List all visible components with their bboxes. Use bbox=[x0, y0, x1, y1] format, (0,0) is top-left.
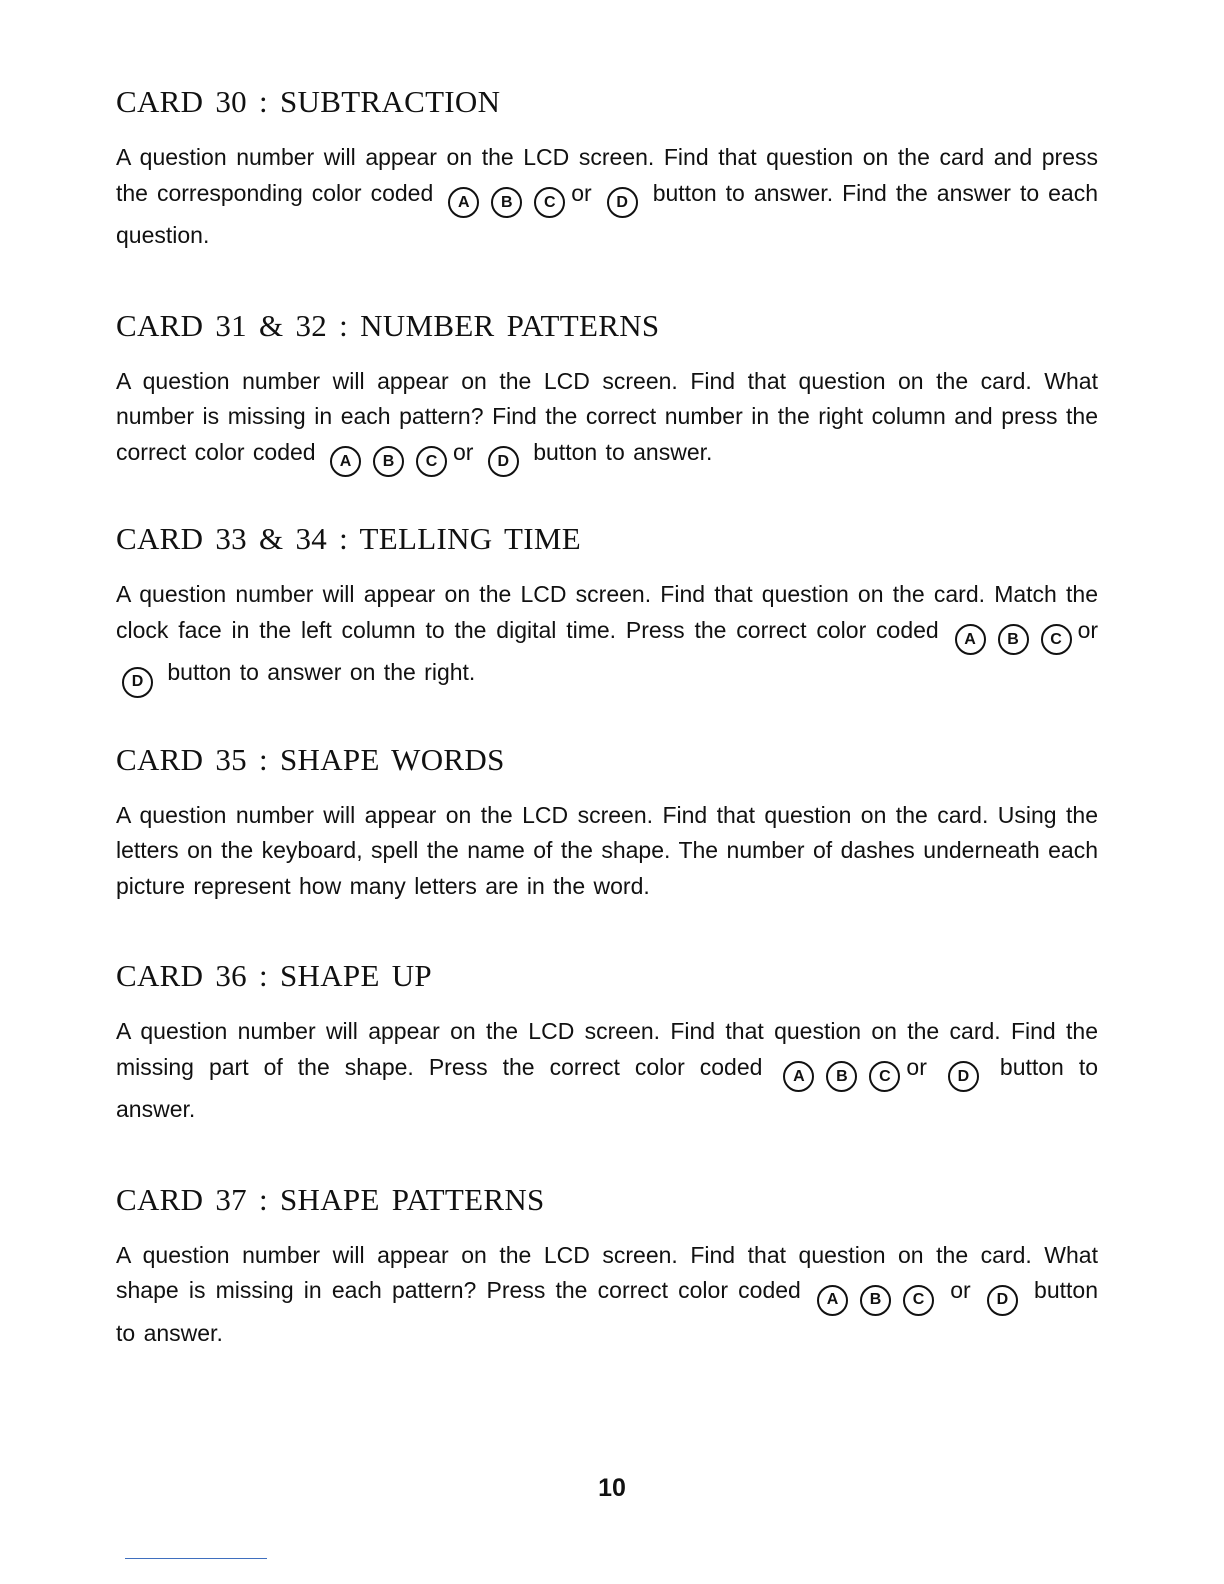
section-card-33-34 bbox=[116, 519, 1098, 698]
section-heading: CARD 35 : SHAPE WORDS bbox=[116, 741, 505, 777]
section-card-35 bbox=[116, 740, 1098, 905]
footer-rule bbox=[125, 1558, 267, 1559]
section-card-30 bbox=[116, 82, 1098, 254]
section-paragraph: A question number will appear on the LCD screen. Find that question on the card. What shape is missing in each pattern? Press the correct color coded A B C or D button to answer. bbox=[116, 1241, 1098, 1346]
section-card-36 bbox=[116, 956, 1098, 1128]
page-number: 10 bbox=[598, 1474, 626, 1502]
section-heading: CARD 36 : SHAPE UP bbox=[116, 958, 432, 993]
button-a-icon: A bbox=[448, 187, 479, 218]
button-b-icon: B bbox=[373, 446, 404, 477]
section-heading: CARD 30 : SUBTRACTION bbox=[116, 84, 501, 119]
button-c-icon: C bbox=[534, 187, 565, 218]
button-d-icon: D bbox=[488, 446, 519, 477]
button-a-icon: A bbox=[817, 1285, 848, 1316]
button-a-icon: A bbox=[783, 1061, 814, 1092]
button-d-icon: D bbox=[987, 1285, 1018, 1316]
section-heading: CARD 37 : SHAPE PATTERNS bbox=[116, 1181, 545, 1217]
button-d-icon: D bbox=[122, 667, 153, 698]
section-card-31-32 bbox=[116, 306, 1098, 478]
section-paragraph: A question number will appear on the LCD screen. Find that question on the card. Using the letters on the keyboard, spell the name of the shape. The number of dashes underneath each picture represent how many letters are in the word. bbox=[116, 801, 1098, 899]
section-card-37 bbox=[116, 1180, 1098, 1352]
manual-page bbox=[116, 82, 1098, 1351]
button-c-icon: C bbox=[869, 1061, 900, 1092]
section-paragraph: A question number will appear on the LCD screen. Find that question on the card and press the corresponding color coded A B C or D button to answer. Find the answer to each question. bbox=[116, 144, 1098, 248]
button-b-icon: B bbox=[998, 624, 1029, 655]
button-b-icon: B bbox=[826, 1061, 857, 1092]
button-c-icon: C bbox=[416, 446, 447, 477]
button-b-icon: B bbox=[491, 187, 522, 218]
button-a-icon: A bbox=[955, 624, 986, 655]
section-heading: CARD 31 & 32 : NUMBER PATTERNS bbox=[116, 307, 660, 343]
button-c-icon: C bbox=[1041, 624, 1072, 655]
button-d-icon: D bbox=[948, 1061, 979, 1092]
section-paragraph: A question number will appear on the LCD screen. Find that question on the card. Find the missing part of the shape. Press the correct color coded A B C or D button to answer. bbox=[116, 1018, 1099, 1122]
button-c-icon: C bbox=[903, 1285, 934, 1316]
button-a-icon: A bbox=[330, 446, 361, 477]
section-paragraph: A question number will appear on the LCD screen. Find that question on the card. Match the clock face in the left column to the digital time. Press the correct color coded A B C or D button to answer on the right. bbox=[116, 577, 1098, 698]
button-b-icon: B bbox=[860, 1285, 891, 1316]
section-paragraph: A question number will appear on the LCD screen. Find that question on the card. What number is missing in each pattern? Find the correct number in the right column and press the correct color coded A B C or D button to answer. bbox=[116, 364, 1098, 478]
button-d-icon: D bbox=[607, 187, 638, 218]
section-heading: CARD 33 & 34 : TELLING TIME bbox=[116, 521, 581, 556]
